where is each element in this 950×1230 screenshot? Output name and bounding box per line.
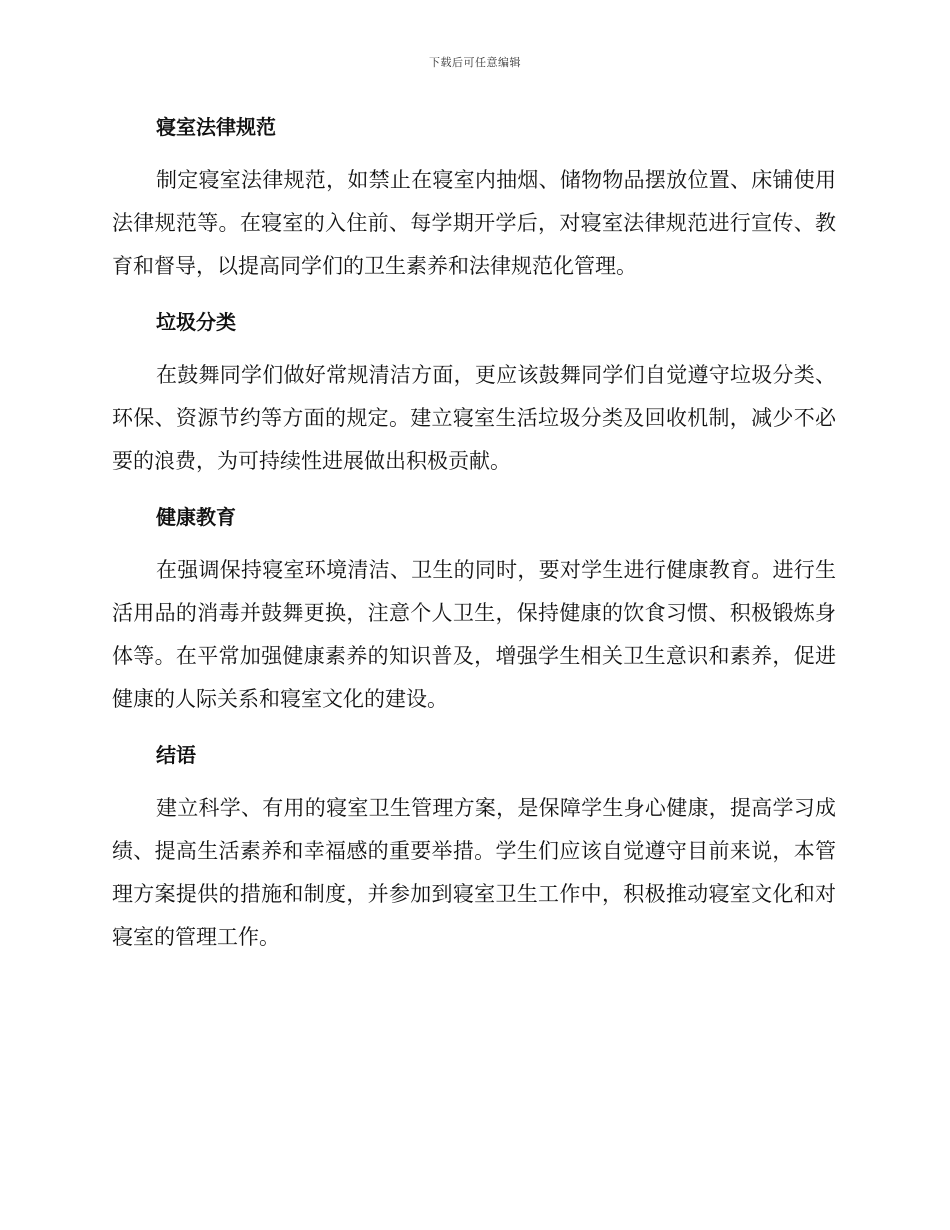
section-heading-garbage-sorting: 垃圾分类 (156, 310, 236, 334)
section-heading-conclusion: 结语 (156, 743, 196, 767)
section-body-conclusion: 建立科学、有用的寝室卫生管理方案，是保障学生身心健康，提高学习成绩、提高生活素养和幸福感的重要举措。学生们应该自觉遵守目前来说，本管理方案提供的措施和制度，并参加到寝室卫生工作中，积极推动寝室文化和对寝室的管理工作。 (112, 796, 836, 949)
section-heading-dorm-rules: 寝室法律规范 (156, 115, 276, 139)
header-note: 下载后可任意编辑 (429, 56, 521, 69)
document-content (112, 110, 836, 976)
section-body-dorm-rules: 制定寝室法律规范，如禁止在寝室内抽烟、储物物品摆放位置、床铺使用法律规范等。在寝室的入住前、每学期开学后，对寝室法律规范进行宣传、教育和督导，以提高同学们的卫生素养和法律规范化管理。 (112, 168, 836, 278)
section-body-health-education: 在强调保持寝室环境清洁、卫生的同时，要对学生进行健康教育。进行生活用品的消毒并鼓舞更换，注意个人卫生，保持健康的饮食习惯、积极锻炼身体等。在平常加强健康素养的知识普及，增强学生相关卫生意识和素养，促进健康的人际关系和寝室文化的建设。 (112, 558, 836, 711)
section-heading-health-education: 健康教育 (156, 505, 236, 529)
section-body-garbage-sorting: 在鼓舞同学们做好常规清洁方面，更应该鼓舞同学们自觉遵守垃圾分类、环保、资源节约等方面的规定。建立寝室生活垃圾分类及回收机制，减少不必要的浪费，为可持续性进展做出积极贡献。 (112, 363, 836, 473)
